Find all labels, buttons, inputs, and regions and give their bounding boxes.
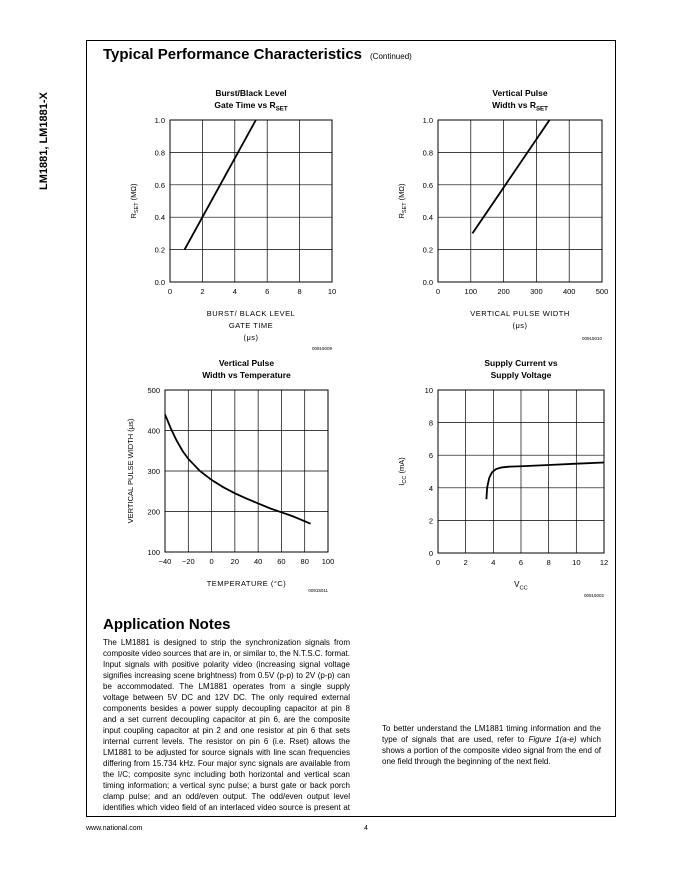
y-tick-label: 0.8	[154, 148, 165, 158]
chart-title-line: Supply Current vs	[484, 358, 558, 368]
x-tick-label: 300	[530, 287, 543, 296]
y-axis-label: VERTICAL PULSE WIDTH (μs)	[126, 418, 135, 524]
figure-id: 00915010	[581, 336, 602, 341]
x-tick-label: −40	[158, 557, 172, 566]
chart-title-line: Gate Time vs $R_{SET}$	[214, 100, 288, 113]
data-series-line	[486, 463, 604, 500]
chart-vertical-pulse-width-rset	[380, 86, 620, 346]
x-axis-label: BURST/ BLACK LEVEL	[206, 309, 296, 318]
footer-page-number: 4	[364, 825, 368, 832]
x-tick-label: −20	[181, 557, 195, 566]
x-tick-label: 10	[572, 558, 581, 567]
chart-title-line: Vertical Pulse	[218, 358, 275, 368]
y-tick-label: 200	[147, 507, 160, 517]
chart-title-line: Width vs Temperature	[202, 370, 291, 380]
x-tick-label: 100	[321, 557, 335, 566]
y-axis-label-group	[397, 457, 408, 486]
x-tick-label: 200	[497, 287, 510, 296]
y-tick-label: 8	[428, 418, 433, 428]
y-axis-label-group	[126, 418, 135, 523]
y-axis-label-group	[397, 183, 408, 219]
y-axis-label: $R_{SET}$ (MΩ)	[129, 183, 140, 219]
x-tick-label: 4	[232, 287, 237, 296]
side-title-text: LM1881, LM1881-X	[38, 92, 50, 190]
data-series-line	[472, 120, 549, 233]
y-tick-label: 1.0	[154, 116, 165, 125]
chart-burst-gate-time	[108, 86, 348, 356]
x-tick-label: 2	[463, 558, 468, 567]
y-tick-label: 1.0	[422, 116, 433, 125]
x-tick-label: 6	[518, 558, 524, 567]
y-tick-label: 300	[147, 467, 160, 476]
x-tick-label: 60	[277, 557, 286, 566]
x-tick-label: 100	[464, 287, 478, 296]
figure-reference-link[interactable]: Figure 1(a-e)	[528, 735, 577, 744]
x-tick-label: 2	[200, 287, 205, 296]
y-tick-label: 0.0	[154, 278, 165, 287]
x-tick-label: 8	[297, 287, 302, 296]
chart-title-line: Vertical Pulse	[492, 88, 548, 98]
x-tick-label: 0	[435, 287, 441, 296]
x-axis-label: (μs)	[512, 321, 528, 330]
y-tick-label: 0.2	[154, 245, 165, 255]
x-tick-label: 12	[599, 558, 609, 567]
y-tick-label: 0.6	[154, 180, 165, 190]
column-left-text: The LM1881 is designed to strip the synchronization signals from composite video sources that are in, or similar to, the N.T.S.C. format. Input signals with positive polarity video (increasing signal voltage signifies increasing scene brightness) from 0.5V (p-p) to 2V (p-p) can be accommodated. The LM1881 operates from a single supply voltage between 5V DC and 12V DC. The only required external components besides a power supply decoupling capacitor at pin 8 and a set current decoupling capacitor at pin 6, are the composite input coupling capacitor at pin 2 and one resistor at pin 6 that sets internal current levels. The resistor on pin 6 (i.e. Rset) allows the LM1881 to be adjusted for source signals with line scan frequencies differing from 15.734 kHz. Four major sync signals are available from the I/C; composite sync including both horizontal and vertical scan timing information; a vertical sync pulse; a burst gate or back porch clamp pulse; and an odd/even output. The odd/even output level identifies which video field of an interlaced video source is present at	[103, 638, 350, 812]
x-tick-label: 20	[230, 557, 240, 566]
footer-website[interactable]: www.national.com	[86, 825, 143, 832]
x-tick-label: 0	[209, 557, 214, 566]
x-axis-label: GATE TIME	[228, 321, 274, 330]
figure-id: 00915011	[308, 588, 328, 593]
plot-frame	[170, 120, 332, 282]
y-tick-label: 0.8	[422, 148, 433, 158]
chart-title-line: Width vs $R_{SET}$	[492, 100, 548, 113]
x-axis-label: $V_{CC}$	[514, 580, 528, 592]
y-axis-label-group	[129, 183, 140, 219]
y-tick-label: 0.0	[422, 278, 433, 287]
y-axis-label: $R_{SET}$ (MΩ)	[397, 183, 408, 219]
x-tick-label: 400	[562, 287, 576, 296]
plot-frame	[438, 120, 602, 282]
y-tick-label: 0.2	[422, 245, 433, 255]
x-axis-label: TEMPERATURE (°C)	[206, 579, 287, 588]
x-tick-label: 6	[265, 287, 270, 296]
chart-title-line: Burst/Black Level	[215, 88, 287, 98]
y-axis-label: $I_{CC}$ (mA)	[397, 457, 408, 486]
figure-id: 00915009	[311, 346, 332, 351]
y-tick-label: 400	[147, 426, 160, 436]
y-tick-label: 0	[428, 549, 433, 558]
y-tick-label: 0.4	[154, 213, 165, 223]
y-tick-label: 500	[147, 386, 160, 395]
figure-id: 00915002	[583, 593, 604, 598]
x-axis-label: VERTICAL PULSE WIDTH	[470, 309, 570, 318]
section-heading	[103, 46, 412, 63]
para2-text-b: which shows a portion of the composite video signal from the end of one field through the beginning of the next field.	[382, 735, 601, 766]
column-left	[103, 637, 350, 812]
x-tick-label: 80	[300, 557, 309, 566]
chart-supply-current-voltage	[380, 356, 620, 601]
x-tick-label: 4	[491, 558, 496, 567]
heading-title: Typical Performance Characteristics	[103, 46, 363, 63]
y-tick-label: 0.6	[422, 180, 433, 190]
side-title	[38, 40, 52, 240]
x-axis-label: (μs)	[243, 333, 259, 342]
application-notes-title: Application Notes	[103, 616, 231, 633]
x-tick-label: 0	[167, 287, 173, 296]
heading-continued: (Continued)	[370, 52, 412, 61]
chart-vertical-pulse-temperature	[118, 356, 358, 601]
y-tick-label: 2	[428, 516, 433, 526]
y-tick-label: 10	[424, 386, 433, 395]
para2-text-a: To better understand the LM1881 timing information and the type of signals that are used, refer to	[382, 724, 601, 744]
chart-title-line: Supply Voltage	[490, 370, 552, 380]
x-tick-label: 8	[546, 558, 551, 567]
y-tick-label: 6	[428, 451, 433, 461]
x-tick-label: 40	[253, 557, 263, 566]
column-right-para2	[382, 723, 601, 773]
x-tick-label: 10	[327, 287, 337, 296]
x-tick-label: 0	[435, 558, 441, 567]
y-tick-label: 4	[428, 483, 433, 493]
x-tick-label: 500	[595, 287, 609, 296]
y-tick-label: 100	[147, 548, 160, 557]
y-tick-label: 0.4	[422, 213, 433, 223]
